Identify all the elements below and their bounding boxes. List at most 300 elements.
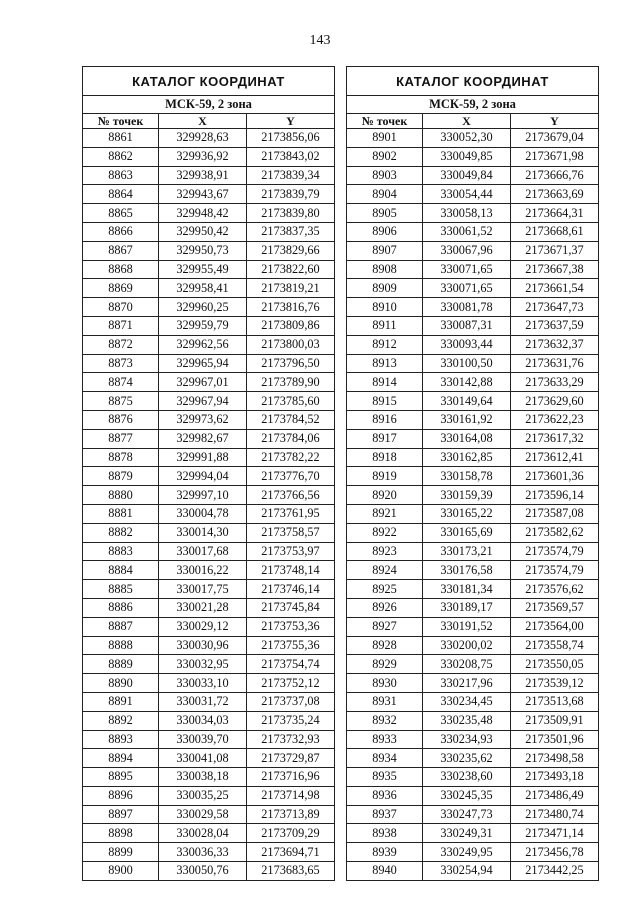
- y-coordinate-cell: 2173796,50: [247, 354, 335, 373]
- y-coordinate-cell: 2173667,38: [511, 260, 599, 279]
- x-coordinate-cell: 330081,78: [423, 298, 511, 317]
- y-coordinate-cell: 2173617,32: [511, 429, 599, 448]
- y-coordinate-cell: 2173631,76: [511, 354, 599, 373]
- y-coordinate-cell: 2173758,57: [247, 523, 335, 542]
- table-row: [347, 279, 599, 298]
- x-coordinate-cell: 329967,01: [159, 373, 247, 392]
- y-coordinate-cell: 2173442,25: [511, 862, 599, 881]
- y-coordinate-cell: 2173480,74: [511, 805, 599, 824]
- y-coordinate-cell: 2173666,76: [511, 166, 599, 185]
- point-number-cell: 8878: [83, 448, 159, 467]
- table-row: [347, 824, 599, 843]
- column-header-x: X: [159, 114, 247, 129]
- x-coordinate-cell: 330181,34: [423, 580, 511, 599]
- table-row: [347, 523, 599, 542]
- table-row: [83, 166, 335, 185]
- x-coordinate-cell: 330189,17: [423, 598, 511, 617]
- x-coordinate-cell: 330234,93: [423, 730, 511, 749]
- y-coordinate-cell: 2173776,70: [247, 467, 335, 486]
- table-row: [83, 147, 335, 166]
- point-number-cell: 8937: [347, 805, 423, 824]
- point-number-cell: 8897: [83, 805, 159, 824]
- column-header-point-number: № точек: [83, 114, 159, 129]
- point-number-cell: 8933: [347, 730, 423, 749]
- point-number-cell: 8868: [83, 260, 159, 279]
- table-row: [347, 222, 599, 241]
- y-coordinate-cell: 2173729,87: [247, 749, 335, 768]
- x-coordinate-cell: 330071,65: [423, 279, 511, 298]
- point-number-cell: 8938: [347, 824, 423, 843]
- y-coordinate-cell: 2173576,62: [511, 580, 599, 599]
- x-coordinate-cell: 330049,85: [423, 147, 511, 166]
- table-row: [83, 580, 335, 599]
- x-coordinate-cell: 330176,58: [423, 561, 511, 580]
- x-coordinate-cell: 330029,12: [159, 617, 247, 636]
- y-coordinate-cell: 2173809,86: [247, 316, 335, 335]
- point-number-cell: 8871: [83, 316, 159, 335]
- table-row: [83, 129, 335, 148]
- table-row: [83, 392, 335, 411]
- y-coordinate-cell: 2173732,93: [247, 730, 335, 749]
- x-coordinate-cell: 330017,75: [159, 580, 247, 599]
- y-coordinate-cell: 2173716,96: [247, 768, 335, 787]
- point-number-cell: 8890: [83, 674, 159, 693]
- x-coordinate-cell: 330142,88: [423, 373, 511, 392]
- table-row: [83, 730, 335, 749]
- point-number-cell: 8903: [347, 166, 423, 185]
- y-coordinate-cell: 2173713,89: [247, 805, 335, 824]
- point-number-cell: 8935: [347, 768, 423, 787]
- y-coordinate-cell: 2173550,05: [511, 655, 599, 674]
- table-row: [83, 298, 335, 317]
- table-row: [347, 504, 599, 523]
- point-number-cell: 8906: [347, 222, 423, 241]
- y-coordinate-cell: 2173587,08: [511, 504, 599, 523]
- point-number-cell: 8913: [347, 354, 423, 373]
- y-coordinate-cell: 2173668,61: [511, 222, 599, 241]
- point-number-cell: 8866: [83, 222, 159, 241]
- table-row: [83, 260, 335, 279]
- y-coordinate-cell: 2173822,60: [247, 260, 335, 279]
- table-row: [83, 373, 335, 392]
- x-coordinate-cell: 330071,65: [423, 260, 511, 279]
- table-row: [83, 805, 335, 824]
- table-row: [347, 185, 599, 204]
- point-number-cell: 8916: [347, 410, 423, 429]
- table-row: [347, 598, 599, 617]
- y-coordinate-cell: 2173661,54: [511, 279, 599, 298]
- y-coordinate-cell: 2173663,69: [511, 185, 599, 204]
- table-row: [347, 843, 599, 862]
- point-number-cell: 8863: [83, 166, 159, 185]
- y-coordinate-cell: 2173486,49: [511, 786, 599, 805]
- y-coordinate-cell: 2173800,03: [247, 335, 335, 354]
- point-number-cell: 8914: [347, 373, 423, 392]
- y-coordinate-cell: 2173633,29: [511, 373, 599, 392]
- x-coordinate-cell: 330173,21: [423, 542, 511, 561]
- x-coordinate-cell: 330245,35: [423, 786, 511, 805]
- x-coordinate-cell: 330249,31: [423, 824, 511, 843]
- catalog-title: КАТАЛОГ КООРДИНАТ: [347, 67, 599, 96]
- y-coordinate-cell: 2173601,36: [511, 467, 599, 486]
- x-coordinate-cell: 329948,42: [159, 204, 247, 223]
- point-number-cell: 8911: [347, 316, 423, 335]
- y-coordinate-cell: 2173816,76: [247, 298, 335, 317]
- y-coordinate-cell: 2173574,79: [511, 561, 599, 580]
- x-coordinate-cell: 330235,62: [423, 749, 511, 768]
- table-row: [83, 486, 335, 505]
- coordinate-zone: МСК-59, 2 зона: [347, 96, 599, 114]
- table-row: [83, 504, 335, 523]
- table-row: [347, 542, 599, 561]
- x-coordinate-cell: 330032,95: [159, 655, 247, 674]
- x-coordinate-cell: 329991,88: [159, 448, 247, 467]
- x-coordinate-cell: 330165,22: [423, 504, 511, 523]
- point-number-cell: 8923: [347, 542, 423, 561]
- table-row: [347, 655, 599, 674]
- y-coordinate-cell: 2173637,59: [511, 316, 599, 335]
- y-coordinate-cell: 2173632,37: [511, 335, 599, 354]
- y-coordinate-cell: 2173671,98: [511, 147, 599, 166]
- table-row: [347, 429, 599, 448]
- x-coordinate-cell: 329950,42: [159, 222, 247, 241]
- y-coordinate-cell: 2173564,00: [511, 617, 599, 636]
- table-row: [347, 862, 599, 881]
- table-row: [347, 260, 599, 279]
- x-coordinate-cell: 330041,08: [159, 749, 247, 768]
- y-coordinate-cell: 2173493,18: [511, 768, 599, 787]
- y-coordinate-cell: 2173694,71: [247, 843, 335, 862]
- point-number-cell: 8899: [83, 843, 159, 862]
- table-row: [347, 147, 599, 166]
- point-number-cell: 8920: [347, 486, 423, 505]
- y-coordinate-cell: 2173754,74: [247, 655, 335, 674]
- y-coordinate-cell: 2173664,31: [511, 204, 599, 223]
- point-number-cell: 8867: [83, 241, 159, 260]
- point-number-cell: 8892: [83, 711, 159, 730]
- x-coordinate-cell: 329950,73: [159, 241, 247, 260]
- x-coordinate-cell: 330021,28: [159, 598, 247, 617]
- x-coordinate-cell: 330050,76: [159, 862, 247, 881]
- table-row: [347, 166, 599, 185]
- y-coordinate-cell: 2173748,14: [247, 561, 335, 580]
- x-coordinate-cell: 330039,70: [159, 730, 247, 749]
- table-row: [83, 241, 335, 260]
- point-number-cell: 8876: [83, 410, 159, 429]
- y-coordinate-cell: 2173574,79: [511, 542, 599, 561]
- table-row: [83, 185, 335, 204]
- table-row: [347, 467, 599, 486]
- y-coordinate-cell: 2173746,14: [247, 580, 335, 599]
- point-number-cell: 8877: [83, 429, 159, 448]
- point-number-cell: 8934: [347, 749, 423, 768]
- x-coordinate-cell: 330033,10: [159, 674, 247, 693]
- table-row: [83, 768, 335, 787]
- point-number-cell: 8886: [83, 598, 159, 617]
- table-row: [83, 204, 335, 223]
- point-number-cell: 8910: [347, 298, 423, 317]
- point-number-cell: 8875: [83, 392, 159, 411]
- x-coordinate-cell: 330067,96: [423, 241, 511, 260]
- y-coordinate-cell: 2173622,23: [511, 410, 599, 429]
- table-row: [83, 523, 335, 542]
- point-number-cell: 8924: [347, 561, 423, 580]
- point-number-cell: 8901: [347, 129, 423, 148]
- table-row: [83, 862, 335, 881]
- table-row: [83, 410, 335, 429]
- y-coordinate-cell: 2173612,41: [511, 448, 599, 467]
- y-coordinate-cell: 2173714,98: [247, 786, 335, 805]
- coordinate-zone: МСК-59, 2 зона: [83, 96, 335, 114]
- point-number-cell: 8909: [347, 279, 423, 298]
- x-coordinate-cell: 330052,30: [423, 129, 511, 148]
- point-number-cell: 8931: [347, 692, 423, 711]
- table-row: [347, 486, 599, 505]
- x-coordinate-cell: 330016,22: [159, 561, 247, 580]
- table-row: [83, 542, 335, 561]
- point-number-cell: 8928: [347, 636, 423, 655]
- table-row: [83, 617, 335, 636]
- x-coordinate-cell: 330254,94: [423, 862, 511, 881]
- x-coordinate-cell: 329962,56: [159, 335, 247, 354]
- x-coordinate-cell: 330031,72: [159, 692, 247, 711]
- table-row: [83, 448, 335, 467]
- x-coordinate-cell: 330038,18: [159, 768, 247, 787]
- point-number-cell: 8884: [83, 561, 159, 580]
- point-number-cell: 8862: [83, 147, 159, 166]
- x-coordinate-cell: 330161,92: [423, 410, 511, 429]
- y-coordinate-cell: 2173582,62: [511, 523, 599, 542]
- y-coordinate-cell: 2173745,84: [247, 598, 335, 617]
- y-coordinate-cell: 2173782,22: [247, 448, 335, 467]
- point-number-cell: 8888: [83, 636, 159, 655]
- y-coordinate-cell: 2173737,08: [247, 692, 335, 711]
- point-number-cell: 8930: [347, 674, 423, 693]
- x-coordinate-cell: 330164,08: [423, 429, 511, 448]
- table-row: [347, 805, 599, 824]
- x-coordinate-cell: 330217,96: [423, 674, 511, 693]
- x-coordinate-cell: 329936,92: [159, 147, 247, 166]
- point-number-cell: 8921: [347, 504, 423, 523]
- y-coordinate-cell: 2173829,66: [247, 241, 335, 260]
- table-row: [83, 279, 335, 298]
- table-row: [347, 204, 599, 223]
- table-row: [83, 316, 335, 335]
- point-number-cell: 8936: [347, 786, 423, 805]
- y-coordinate-cell: 2173471,14: [511, 824, 599, 843]
- point-number-cell: 8900: [83, 862, 159, 881]
- y-coordinate-cell: 2173789,90: [247, 373, 335, 392]
- x-coordinate-cell: 329938,91: [159, 166, 247, 185]
- y-coordinate-cell: 2173569,57: [511, 598, 599, 617]
- point-number-cell: 8925: [347, 580, 423, 599]
- table-row: [83, 598, 335, 617]
- y-coordinate-cell: 2173856,06: [247, 129, 335, 148]
- table-row: [83, 711, 335, 730]
- table-row: [347, 730, 599, 749]
- catalog-title: КАТАЛОГ КООРДИНАТ: [83, 67, 335, 96]
- x-coordinate-cell: 330087,31: [423, 316, 511, 335]
- y-coordinate-cell: 2173753,36: [247, 617, 335, 636]
- table-row: [347, 617, 599, 636]
- point-number-cell: 8915: [347, 392, 423, 411]
- point-number-cell: 8891: [83, 692, 159, 711]
- point-number-cell: 8896: [83, 786, 159, 805]
- point-number-cell: 8864: [83, 185, 159, 204]
- column-header-y: Y: [511, 114, 599, 129]
- x-coordinate-cell: 329967,94: [159, 392, 247, 411]
- point-number-cell: 8932: [347, 711, 423, 730]
- table-row: [83, 222, 335, 241]
- table-row: [83, 843, 335, 862]
- x-coordinate-cell: 330100,50: [423, 354, 511, 373]
- x-coordinate-cell: 330034,03: [159, 711, 247, 730]
- point-number-cell: 8861: [83, 129, 159, 148]
- point-number-cell: 8889: [83, 655, 159, 674]
- point-number-cell: 8929: [347, 655, 423, 674]
- x-coordinate-cell: 330093,44: [423, 335, 511, 354]
- table-row: [347, 129, 599, 148]
- table-row: [83, 786, 335, 805]
- point-number-cell: 8885: [83, 580, 159, 599]
- point-number-cell: 8882: [83, 523, 159, 542]
- y-coordinate-cell: 2173647,73: [511, 298, 599, 317]
- x-coordinate-cell: 330162,85: [423, 448, 511, 467]
- x-coordinate-cell: 330004,78: [159, 504, 247, 523]
- x-coordinate-cell: 329997,10: [159, 486, 247, 505]
- y-coordinate-cell: 2173766,56: [247, 486, 335, 505]
- point-number-cell: 8894: [83, 749, 159, 768]
- y-coordinate-cell: 2173709,29: [247, 824, 335, 843]
- table-row: [347, 561, 599, 580]
- point-number-cell: 8908: [347, 260, 423, 279]
- column-header-point-number: № точек: [347, 114, 423, 129]
- point-number-cell: 8918: [347, 448, 423, 467]
- x-coordinate-cell: 330200,02: [423, 636, 511, 655]
- y-coordinate-cell: 2173558,74: [511, 636, 599, 655]
- x-coordinate-cell: 329943,67: [159, 185, 247, 204]
- catalog-body: [83, 129, 335, 881]
- y-coordinate-cell: 2173784,52: [247, 410, 335, 429]
- point-number-cell: 8907: [347, 241, 423, 260]
- y-coordinate-cell: 2173509,91: [511, 711, 599, 730]
- table-row: [347, 335, 599, 354]
- x-coordinate-cell: 330061,52: [423, 222, 511, 241]
- y-coordinate-cell: 2173785,60: [247, 392, 335, 411]
- table-row: [347, 749, 599, 768]
- x-coordinate-cell: 329965,94: [159, 354, 247, 373]
- y-coordinate-cell: 2173784,06: [247, 429, 335, 448]
- table-row: [347, 316, 599, 335]
- table-row: [347, 768, 599, 787]
- x-coordinate-cell: 330035,25: [159, 786, 247, 805]
- x-coordinate-cell: 330036,33: [159, 843, 247, 862]
- x-coordinate-cell: 330238,60: [423, 768, 511, 787]
- table-row: [347, 410, 599, 429]
- y-coordinate-cell: 2173456,78: [511, 843, 599, 862]
- x-coordinate-cell: 330159,39: [423, 486, 511, 505]
- point-number-cell: 8883: [83, 542, 159, 561]
- y-coordinate-cell: 2173513,68: [511, 692, 599, 711]
- x-coordinate-cell: 330030,96: [159, 636, 247, 655]
- column-header-y: Y: [247, 114, 335, 129]
- y-coordinate-cell: 2173596,14: [511, 486, 599, 505]
- table-row: [83, 354, 335, 373]
- x-coordinate-cell: 329959,79: [159, 316, 247, 335]
- table-row: [347, 786, 599, 805]
- table-row: [347, 392, 599, 411]
- table-row: [347, 354, 599, 373]
- y-coordinate-cell: 2173683,65: [247, 862, 335, 881]
- table-row: [83, 561, 335, 580]
- x-coordinate-cell: 330058,13: [423, 204, 511, 223]
- table-row: [83, 749, 335, 768]
- y-coordinate-cell: 2173839,34: [247, 166, 335, 185]
- y-coordinate-cell: 2173753,97: [247, 542, 335, 561]
- x-coordinate-cell: 330208,75: [423, 655, 511, 674]
- point-number-cell: 8870: [83, 298, 159, 317]
- x-coordinate-cell: 330247,73: [423, 805, 511, 824]
- x-coordinate-cell: 329994,04: [159, 467, 247, 486]
- y-coordinate-cell: 2173839,79: [247, 185, 335, 204]
- table-row: [347, 711, 599, 730]
- table-row: [83, 692, 335, 711]
- point-number-cell: 8912: [347, 335, 423, 354]
- y-coordinate-cell: 2173539,12: [511, 674, 599, 693]
- table-row: [83, 655, 335, 674]
- table-row: [83, 335, 335, 354]
- x-coordinate-cell: 330049,84: [423, 166, 511, 185]
- catalog-body: [347, 129, 599, 881]
- point-number-cell: 8865: [83, 204, 159, 223]
- y-coordinate-cell: 2173679,04: [511, 129, 599, 148]
- point-number-cell: 8927: [347, 617, 423, 636]
- x-coordinate-cell: 330165,69: [423, 523, 511, 542]
- table-row: [347, 580, 599, 599]
- x-coordinate-cell: 330054,44: [423, 185, 511, 204]
- x-coordinate-cell: 330249,95: [423, 843, 511, 862]
- x-coordinate-cell: 329928,63: [159, 129, 247, 148]
- coordinate-catalog-left: [82, 66, 335, 881]
- point-number-cell: 8926: [347, 598, 423, 617]
- table-row: [83, 429, 335, 448]
- point-number-cell: 8887: [83, 617, 159, 636]
- y-coordinate-cell: 2173735,24: [247, 711, 335, 730]
- x-coordinate-cell: 330235,48: [423, 711, 511, 730]
- y-coordinate-cell: 2173498,58: [511, 749, 599, 768]
- x-coordinate-cell: 330028,04: [159, 824, 247, 843]
- point-number-cell: 8939: [347, 843, 423, 862]
- point-number-cell: 8881: [83, 504, 159, 523]
- point-number-cell: 8872: [83, 335, 159, 354]
- table-row: [347, 636, 599, 655]
- table-row: [83, 674, 335, 693]
- point-number-cell: 8940: [347, 862, 423, 881]
- table-row: [347, 692, 599, 711]
- point-number-cell: 8898: [83, 824, 159, 843]
- x-coordinate-cell: 329973,62: [159, 410, 247, 429]
- point-number-cell: 8880: [83, 486, 159, 505]
- x-coordinate-cell: 329958,41: [159, 279, 247, 298]
- y-coordinate-cell: 2173837,35: [247, 222, 335, 241]
- page-number: 143: [309, 33, 331, 48]
- y-coordinate-cell: 2173761,95: [247, 504, 335, 523]
- x-coordinate-cell: 330017,68: [159, 542, 247, 561]
- table-row: [83, 467, 335, 486]
- point-number-cell: 8895: [83, 768, 159, 787]
- table-row: [347, 373, 599, 392]
- y-coordinate-cell: 2173629,60: [511, 392, 599, 411]
